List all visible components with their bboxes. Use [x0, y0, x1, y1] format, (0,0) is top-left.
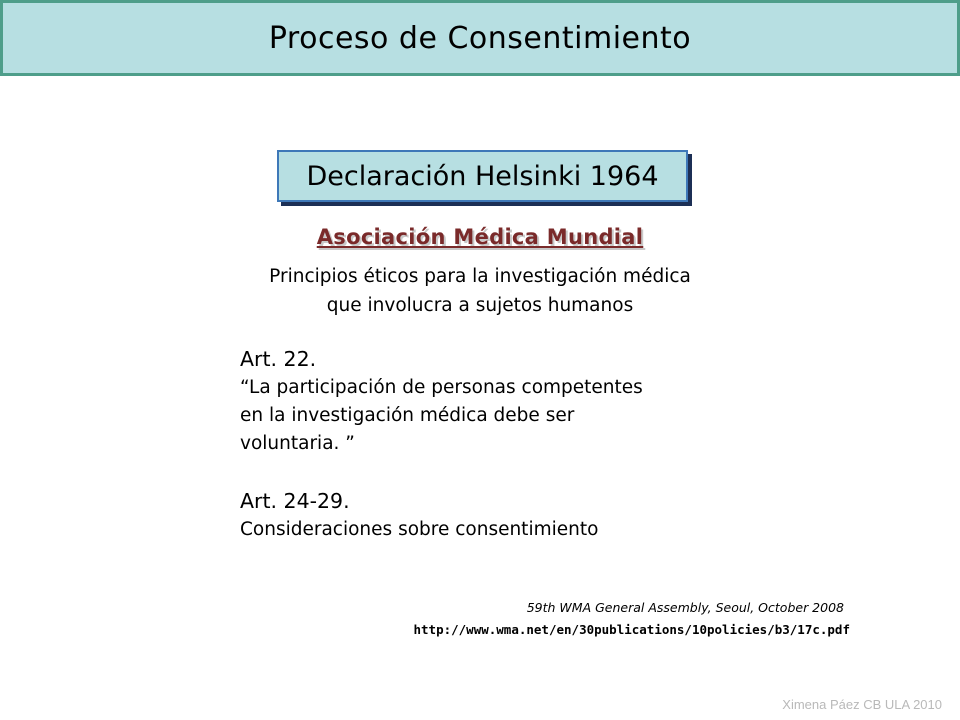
- article-22: [240, 344, 760, 458]
- declaration-title: Declaración Helsinki 1964: [306, 160, 659, 192]
- reference-assembly: 59th WMA General Assembly, Seoul, October 2008: [526, 600, 844, 615]
- organization-name: Asociación Médica Mundial: [316, 225, 644, 249]
- title-bar: [0, 0, 960, 76]
- article-22-title: Art. 22.: [240, 347, 317, 371]
- footer-credit: Ximena Páez CB ULA 2010: [782, 697, 942, 712]
- article-24-29: [240, 486, 760, 544]
- article-22-body: “La participación de personas competentes en la investigación médica debe ser voluntaria. ”: [240, 377, 643, 454]
- subtitle-line-2: que involucra a sujetos humanos: [326, 295, 634, 316]
- reference-url: http://www.wma.net/en/30publications/10policies/b3/17c.pdf: [413, 622, 850, 637]
- subtitle: [0, 262, 960, 320]
- declaration-box: [277, 150, 688, 202]
- subtitle-line-1: Principios éticos para la investigación médica: [269, 266, 691, 287]
- slide-title: Proceso de Consentimiento: [268, 20, 692, 56]
- article-24-29-body: Consideraciones sobre consentimiento: [240, 519, 599, 540]
- article-24-29-title: Art. 24-29.: [240, 489, 350, 513]
- reference: [414, 597, 851, 641]
